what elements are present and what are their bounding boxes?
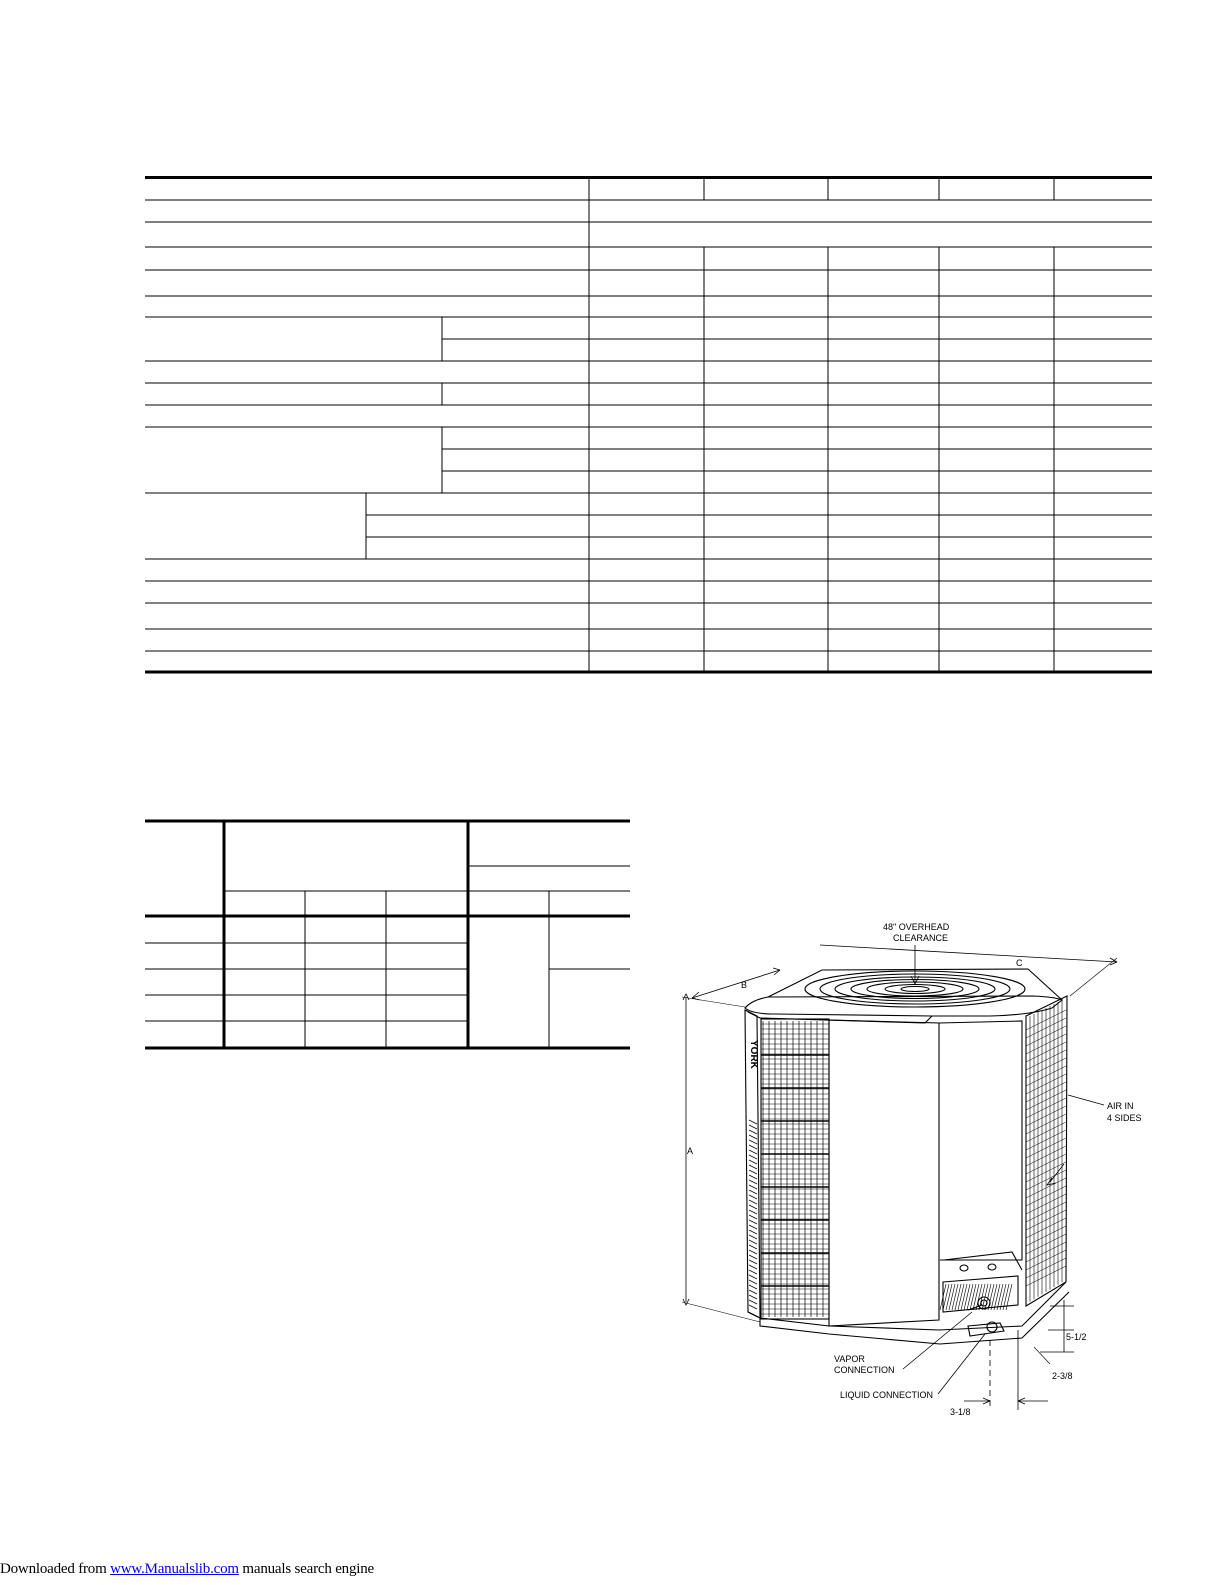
manualslib-link[interactable]: www.Manualslib.com [110, 1561, 239, 1577]
download-footer [0, 1557, 374, 1581]
dimension-c-label: C [1016, 958, 1023, 968]
dimension-a-label: A [687, 1146, 694, 1156]
vapor-connection-label-2: CONNECTION [834, 1365, 895, 1375]
dimension-b-label: B [741, 980, 748, 990]
overhead-clearance-label-2: CLEARANCE [893, 933, 949, 943]
dimension-5-1-2-label: 5-1/2 [1066, 1332, 1087, 1342]
footer-suffix: manuals search engine [238, 1561, 374, 1577]
footer-prefix: Downloaded from [0, 1561, 111, 1577]
york-logo [748, 1040, 759, 1070]
svg-text:YORK: YORK [748, 1040, 759, 1069]
liquid-connection-label: LIQUID CONNECTION [840, 1390, 934, 1400]
dimension-2-3-8-label: 2-3/8 [1052, 1371, 1073, 1381]
air-in-label-1: AIR IN [1107, 1101, 1134, 1111]
overhead-clearance-label-1: 48" OVERHEAD [883, 922, 950, 932]
vapor-connection-label-1: VAPOR [834, 1354, 865, 1364]
dimension-3-1-8-label: 3-1/8 [950, 1407, 971, 1417]
air-in-label-2: 4 SIDES [1107, 1113, 1142, 1123]
